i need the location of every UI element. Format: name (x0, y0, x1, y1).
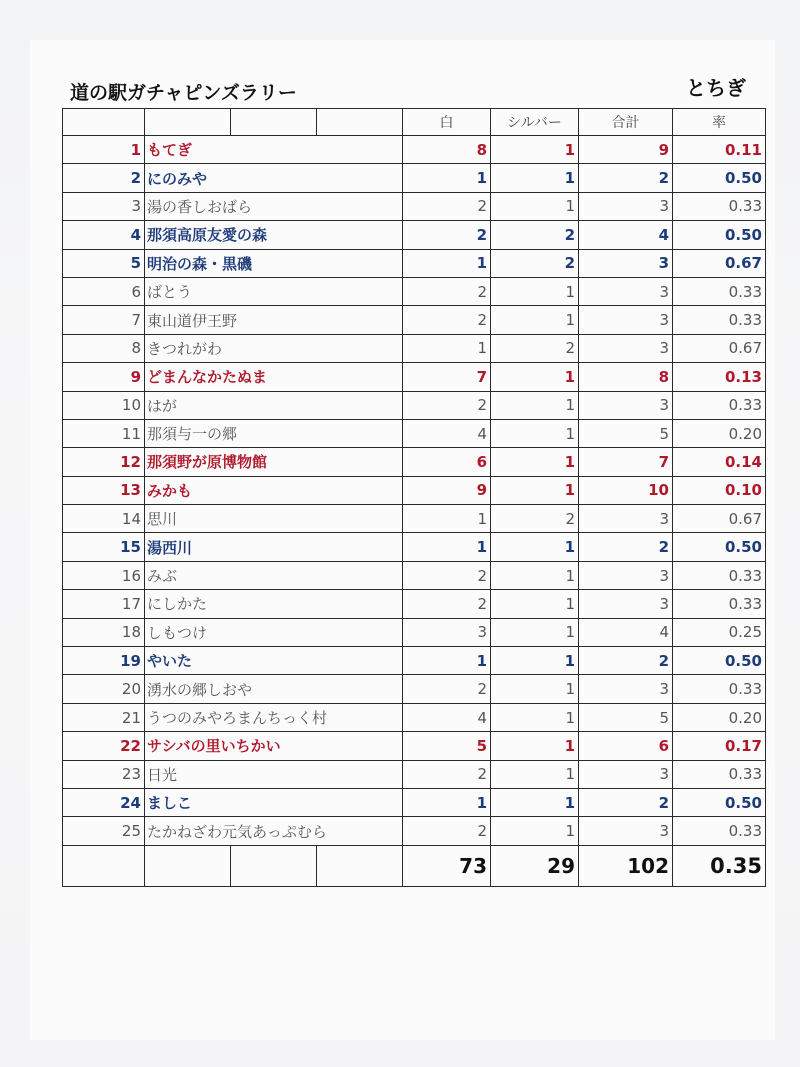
rate-value: 0.67 (673, 334, 766, 362)
station-name: 日光 (145, 760, 403, 788)
rate-value: 0.50 (673, 533, 766, 561)
white-count: 2 (403, 192, 491, 220)
total-count: 3 (579, 760, 673, 788)
table-row (63, 590, 766, 618)
silver-count: 1 (491, 732, 579, 760)
station-name: きつれがわ (145, 334, 403, 362)
header-white: 白 (403, 109, 491, 136)
header-blank-3 (231, 109, 317, 136)
table-row (63, 533, 766, 561)
rate-value: 0.33 (673, 760, 766, 788)
white-count: 6 (403, 448, 491, 476)
white-count: 1 (403, 505, 491, 533)
table-row (63, 647, 766, 675)
table-row (63, 334, 766, 362)
row-number: 13 (63, 476, 145, 504)
totals-rate: 0.35 (673, 845, 766, 886)
rate-value: 0.50 (673, 647, 766, 675)
row-number: 7 (63, 306, 145, 334)
silver-count: 1 (491, 363, 579, 391)
station-name: 湯の香しおばら (145, 192, 403, 220)
silver-count: 1 (491, 192, 579, 220)
row-number: 5 (63, 249, 145, 277)
table-row (63, 391, 766, 419)
silver-count: 1 (491, 448, 579, 476)
total-count: 10 (579, 476, 673, 504)
white-count: 2 (403, 675, 491, 703)
total-count: 3 (579, 391, 673, 419)
rally-table (62, 108, 766, 887)
station-name: はが (145, 391, 403, 419)
rate-value: 0.33 (673, 192, 766, 220)
white-count: 2 (403, 817, 491, 845)
table-row (63, 675, 766, 703)
station-name: 那須野が原博物館 (145, 448, 403, 476)
totals-blank-2 (145, 845, 231, 886)
total-count: 3 (579, 675, 673, 703)
white-count: 4 (403, 703, 491, 731)
table-row (63, 419, 766, 447)
header-blank-4 (317, 109, 403, 136)
station-name: もてぎ (145, 136, 403, 164)
rate-value: 0.50 (673, 164, 766, 192)
header-blank-2 (145, 109, 231, 136)
row-number: 23 (63, 760, 145, 788)
rate-value: 0.10 (673, 476, 766, 504)
table-row (63, 817, 766, 845)
station-name: 思川 (145, 505, 403, 533)
row-number: 20 (63, 675, 145, 703)
silver-count: 1 (491, 647, 579, 675)
table-row (63, 760, 766, 788)
rate-value: 0.50 (673, 788, 766, 816)
table-row (63, 192, 766, 220)
white-count: 1 (403, 647, 491, 675)
rate-value: 0.50 (673, 221, 766, 249)
row-number: 1 (63, 136, 145, 164)
table-row (63, 703, 766, 731)
silver-count: 1 (491, 618, 579, 646)
station-name: サシバの里いちかい (145, 732, 403, 760)
white-count: 9 (403, 476, 491, 504)
totals-white: 73 (403, 845, 491, 886)
white-count: 8 (403, 136, 491, 164)
white-count: 2 (403, 760, 491, 788)
table-row (63, 561, 766, 589)
table-body (63, 136, 766, 846)
row-number: 17 (63, 590, 145, 618)
table-row (63, 164, 766, 192)
station-name: たかねざわ元気あっぷむら (145, 817, 403, 845)
total-count: 5 (579, 703, 673, 731)
white-count: 7 (403, 363, 491, 391)
station-name: やいた (145, 647, 403, 675)
station-name: 湯西川 (145, 533, 403, 561)
total-count: 3 (579, 561, 673, 589)
rate-value: 0.33 (673, 306, 766, 334)
totals-blank-3 (231, 845, 317, 886)
row-number: 19 (63, 647, 145, 675)
station-name: うつのみやろまんちっく村 (145, 703, 403, 731)
row-number: 12 (63, 448, 145, 476)
header-total: 合計 (579, 109, 673, 136)
row-number: 18 (63, 618, 145, 646)
row-number: 9 (63, 363, 145, 391)
white-count: 2 (403, 306, 491, 334)
station-name: みかも (145, 476, 403, 504)
rate-value: 0.33 (673, 675, 766, 703)
table-row (63, 277, 766, 305)
row-number: 8 (63, 334, 145, 362)
white-count: 5 (403, 732, 491, 760)
station-name: しもつけ (145, 618, 403, 646)
white-count: 2 (403, 561, 491, 589)
total-count: 9 (579, 136, 673, 164)
rate-value: 0.33 (673, 391, 766, 419)
white-count: 2 (403, 391, 491, 419)
table-row (63, 221, 766, 249)
table-row (63, 505, 766, 533)
rate-value: 0.25 (673, 618, 766, 646)
station-name: どまんなかたぬま (145, 363, 403, 391)
rate-value: 0.14 (673, 448, 766, 476)
total-count: 3 (579, 505, 673, 533)
station-name: みぶ (145, 561, 403, 589)
header-silver: シルバー (491, 109, 579, 136)
totals-blank-1 (63, 845, 145, 886)
silver-count: 1 (491, 760, 579, 788)
white-count: 2 (403, 221, 491, 249)
row-number: 15 (63, 533, 145, 561)
silver-count: 2 (491, 249, 579, 277)
station-name: 明治の森・黒磯 (145, 249, 403, 277)
row-number: 16 (63, 561, 145, 589)
prefecture-label: とちぎ (686, 76, 746, 100)
total-count: 7 (579, 448, 673, 476)
total-count: 6 (579, 732, 673, 760)
white-count: 4 (403, 419, 491, 447)
table-row (63, 732, 766, 760)
silver-count: 1 (491, 533, 579, 561)
rate-value: 0.20 (673, 419, 766, 447)
totals-silver: 29 (491, 845, 579, 886)
total-count: 3 (579, 192, 673, 220)
silver-count: 1 (491, 391, 579, 419)
row-number: 2 (63, 164, 145, 192)
station-name: 那須与一の郷 (145, 419, 403, 447)
total-count: 2 (579, 533, 673, 561)
row-number: 14 (63, 505, 145, 533)
rate-value: 0.13 (673, 363, 766, 391)
table-row (63, 249, 766, 277)
total-count: 5 (579, 419, 673, 447)
rate-value: 0.17 (673, 732, 766, 760)
table-row (63, 136, 766, 164)
row-number: 3 (63, 192, 145, 220)
row-number: 21 (63, 703, 145, 731)
silver-count: 1 (491, 476, 579, 504)
silver-count: 1 (491, 419, 579, 447)
white-count: 1 (403, 334, 491, 362)
silver-count: 1 (491, 277, 579, 305)
silver-count: 2 (491, 221, 579, 249)
row-number: 4 (63, 221, 145, 249)
silver-count: 1 (491, 306, 579, 334)
row-number: 25 (63, 817, 145, 845)
total-count: 8 (579, 363, 673, 391)
totals-total: 102 (579, 845, 673, 886)
rate-value: 0.33 (673, 590, 766, 618)
rate-value: 0.20 (673, 703, 766, 731)
white-count: 1 (403, 788, 491, 816)
total-count: 3 (579, 277, 673, 305)
table-row (63, 306, 766, 334)
total-count: 3 (579, 249, 673, 277)
header-blank-1 (63, 109, 145, 136)
total-count: 3 (579, 817, 673, 845)
total-count: 3 (579, 590, 673, 618)
station-name: ましこ (145, 788, 403, 816)
white-count: 1 (403, 533, 491, 561)
silver-count: 2 (491, 334, 579, 362)
silver-count: 1 (491, 164, 579, 192)
silver-count: 1 (491, 561, 579, 589)
row-number: 11 (63, 419, 145, 447)
silver-count: 1 (491, 136, 579, 164)
white-count: 1 (403, 249, 491, 277)
totals-blank-4 (317, 845, 403, 886)
total-count: 2 (579, 647, 673, 675)
table-row (63, 788, 766, 816)
silver-count: 1 (491, 788, 579, 816)
station-name: 東山道伊王野 (145, 306, 403, 334)
total-count: 4 (579, 618, 673, 646)
white-count: 3 (403, 618, 491, 646)
rate-value: 0.33 (673, 277, 766, 305)
rate-value: 0.11 (673, 136, 766, 164)
table-row (63, 476, 766, 504)
rate-value: 0.67 (673, 249, 766, 277)
total-count: 3 (579, 306, 673, 334)
table-row (63, 618, 766, 646)
white-count: 1 (403, 164, 491, 192)
total-count: 2 (579, 164, 673, 192)
row-number: 22 (63, 732, 145, 760)
totals-row (63, 845, 766, 886)
table-row (63, 363, 766, 391)
table-row (63, 448, 766, 476)
silver-count: 2 (491, 505, 579, 533)
total-count: 3 (579, 334, 673, 362)
rate-value: 0.33 (673, 817, 766, 845)
station-name: 那須高原友愛の森 (145, 221, 403, 249)
white-count: 2 (403, 277, 491, 305)
station-name: ばとう (145, 277, 403, 305)
header-rate: 率 (673, 109, 766, 136)
silver-count: 1 (491, 675, 579, 703)
rate-value: 0.67 (673, 505, 766, 533)
total-count: 2 (579, 788, 673, 816)
header-row (63, 109, 766, 136)
silver-count: 1 (491, 703, 579, 731)
silver-count: 1 (491, 817, 579, 845)
silver-count: 1 (491, 590, 579, 618)
station-name: にのみや (145, 164, 403, 192)
total-count: 4 (579, 221, 673, 249)
rate-value: 0.33 (673, 561, 766, 589)
station-name: 湧水の郷しおや (145, 675, 403, 703)
page-title: 道の駅ガチャピンズラリー (70, 82, 297, 104)
row-number: 10 (63, 391, 145, 419)
row-number: 24 (63, 788, 145, 816)
row-number: 6 (63, 277, 145, 305)
white-count: 2 (403, 590, 491, 618)
station-name: にしかた (145, 590, 403, 618)
